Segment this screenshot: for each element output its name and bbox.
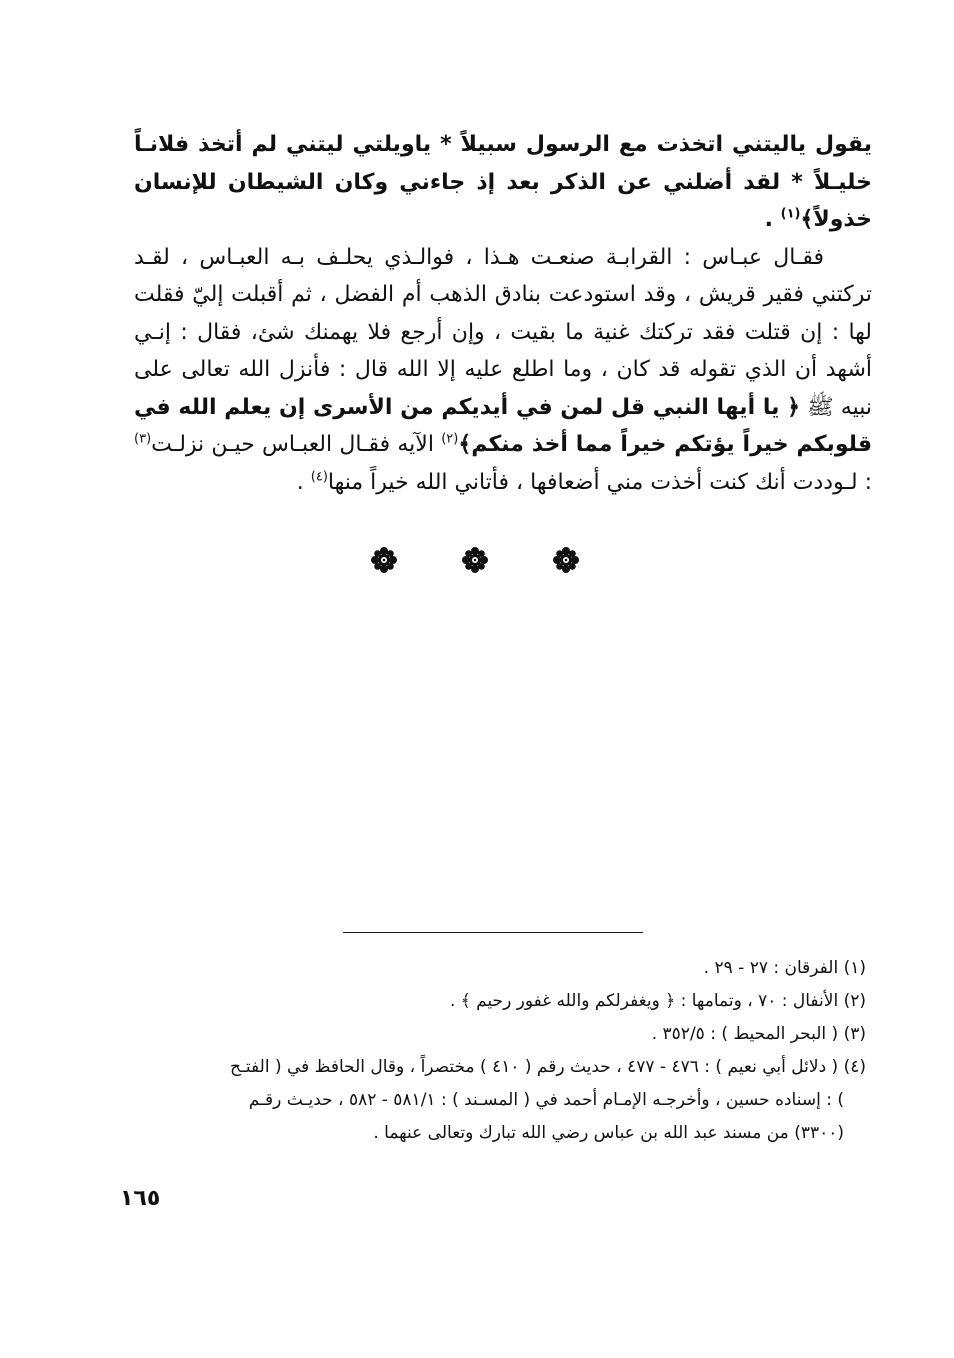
- paragraph-end: .: [296, 469, 311, 495]
- footnote-separator: [343, 932, 643, 933]
- verse-line-1: يقول ياليتني اتخذت مع الرسول سبيلاً * ياويلتي ليتني لم أتخذ فلانـاً خليـلاً *: [134, 132, 872, 195]
- page-number: ١٦٥: [120, 1186, 161, 1211]
- main-text: [134, 126, 872, 501]
- ornament-icon: [461, 546, 489, 574]
- footnote-ref-3: (٣): [134, 431, 152, 447]
- footnotes: [118, 952, 866, 1150]
- footnote-1: (١) الفرقان : ٢٧ - ٢٩ .: [703, 958, 866, 978]
- paragraph-text-c: : لـوددت أنك كنت أخذت مني أضعافها ، فأتاني الله خيراً منها: [327, 469, 872, 495]
- quran-quote: ﴿ يا أيها النبي قل لمن في أيديكم من الأسرى إن يعلم الله في قلوبكم خيراً يؤتكم خيراً مما أخذ منكم﴾: [134, 394, 873, 457]
- paragraph-text-a: فقـال عبـاس : القرابـة صنعـت هـذا ، فوالـذي يحلـف بـه العبـاس ، لقـد تركتني فقير قريش ، وقد استودعت بنادق الذهب أم الفضل ، ثم أقبلت إليّ فقلت لها : إن قتلت فقد تركتك غنية ما بقيت ، وإن أرجع فلا يهمنك شئ، فقال : إنـي أشهد أن الذي تقوله قد كان ، وما اطلع عليه إلا الله قال : فأنزل الله تعالى على نبيه ﷺ: [134, 244, 873, 420]
- ornament-icon: [370, 546, 398, 574]
- footnote-4-line-1: (٤) ( دلائل أبي نعيم ) : ٤٧٦ - ٤٧٧ ، حديث رقم ( ٤١٠ ) مختصراً ، وقال الحافظ في ( الفتـح: [229, 1057, 866, 1077]
- section-ornaments: [370, 542, 580, 578]
- footnote-ref-2: (٢): [441, 431, 459, 447]
- verse-end: .: [764, 207, 781, 232]
- quran-verse: [134, 126, 872, 239]
- ornament-icon: [552, 546, 580, 574]
- footnote-4-line-2: ) : إسناده حسين ، وأخرجـه الإمـام أحمد في ( المسـند ) : ٥٨١/١ - ٥٨٢ ، حديـث رقـم: [248, 1090, 844, 1110]
- verse-line-2: لقد أضلني عن الذكر بعد إذ جاءني وكان الشيطان للإنسان خذولاً﴾: [134, 169, 872, 232]
- footnote-ref-1: (١): [780, 206, 801, 222]
- narrative-paragraph: [134, 239, 872, 502]
- paragraph-text-b: الآيه فقـال العبـاس حيـن نزلـت: [151, 432, 442, 457]
- footnote-3: (٣) ( البحر المحيط ) : ٣٥٢/٥ .: [651, 1024, 866, 1044]
- footnote-ref-4: (٤): [310, 469, 328, 485]
- footnote-4-line-3: (٣٣٠٠) من مسند عبد الله بن عباس رضي الله تبارك وتعالى عنهما .: [373, 1123, 844, 1143]
- footnote-2: (٢) الأنفال : ٧٠ ، وتمامها : ﴿ ويغفرلكم والله غفور رحيم ﴾ .: [449, 991, 866, 1011]
